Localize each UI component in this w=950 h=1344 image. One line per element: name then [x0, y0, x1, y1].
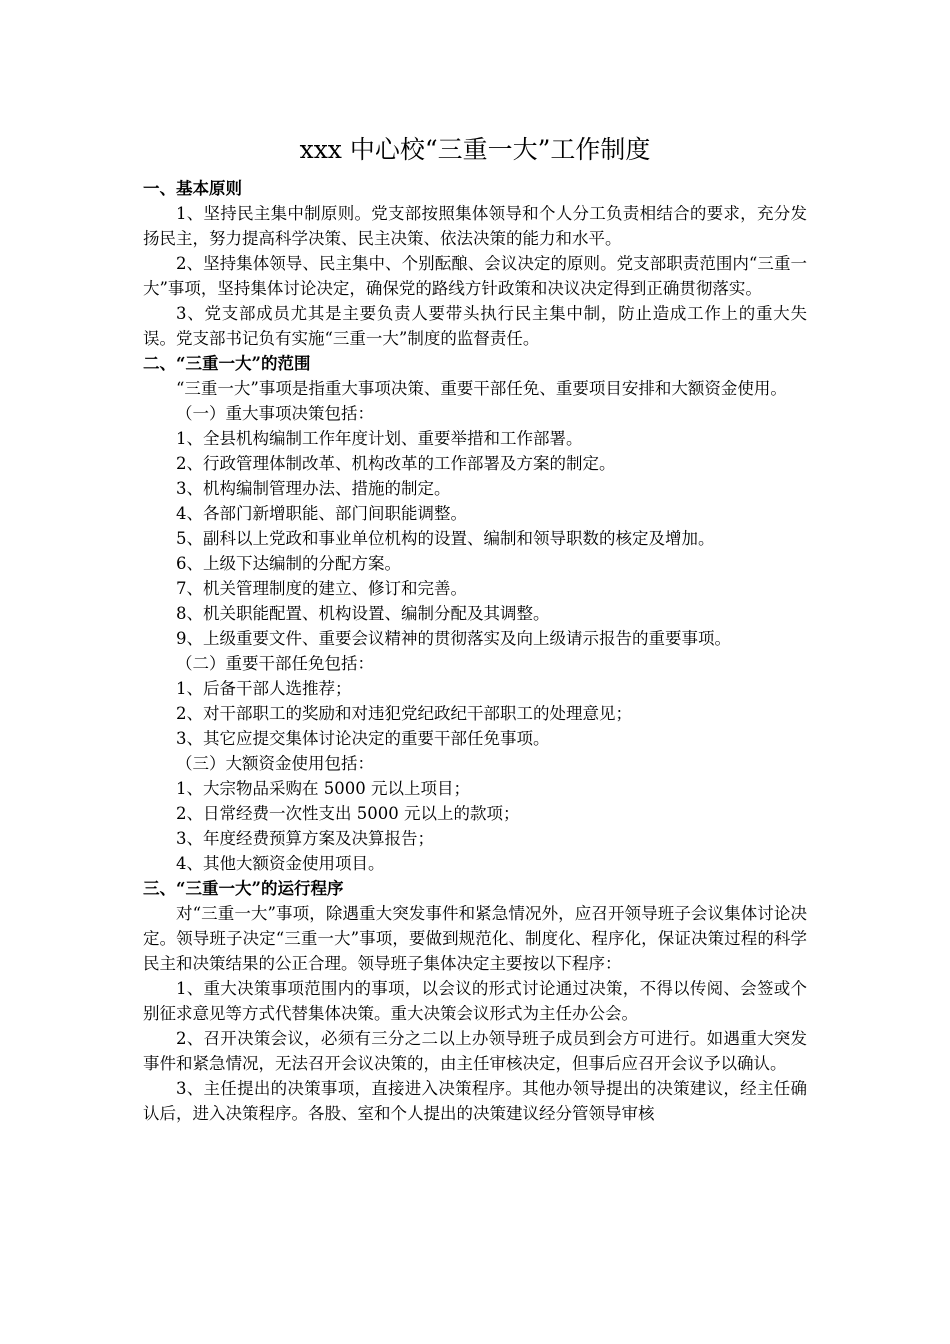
- document-body: [143, 128, 807, 1126]
- paragraph: 1、坚持民主集中制原则。党支部按照集体领导和个人分工负责相结合的要求，充分发扬民主，努力提高科学决策、民主决策、依法决策的能力和水平。: [143, 204, 807, 248]
- subsection-title: （一）重大事项决策包括：: [176, 404, 374, 423]
- list-item: 7、机关管理制度的建立、修订和完善。: [176, 579, 467, 598]
- list-item: 1、全县机构编制工作年度计划、重要举措和工作部署。: [176, 429, 583, 448]
- list-item: 3、机构编制管理办法、措施的制定。: [176, 479, 451, 498]
- paragraph: 对“三重一大”事项，除遇重大突发事件和紧急情况外，应召开领导班子会议集体讨论决定。领导班子决定“三重一大”事项，要做到规范化、制度化、程序化，保证决策过程的科学民主和决策结果的公正合理。领导班子集体决定主要按以下程序：: [143, 904, 807, 973]
- list-item: 9、上级重要文件、重要会议精神的贯彻落实及向上级请示报告的重要事项。: [176, 629, 731, 648]
- list-item: 6、上级下达编制的分配方案。: [176, 554, 401, 573]
- paragraph: 2、召开决策会议，必须有三分之二以上办领导班子成员到会方可进行。如遇重大突发事件和紧急情况，无法召开会议决策的，由主任审核决定，但事后应召开会议予以确认。: [143, 1029, 807, 1073]
- list-item: 5、副科以上党政和事业单位机构的设置、编制和领导职数的核定及增加。: [176, 529, 715, 548]
- list-item: 2、日常经费一次性支出 5000 元以上的款项；: [176, 804, 520, 823]
- list-item: 2、行政管理体制改革、机构改革的工作部署及方案的制定。: [176, 454, 616, 473]
- paragraph: 1、重大决策事项范围内的事项，以会议的形式讨论通过决策，不得以传阅、会签或个别征求意见等方式代替集体决策。重大决策会议形式为主任办公会。: [143, 979, 807, 1023]
- paragraph: 2、坚持集体领导、民主集中、个别酝酿、会议决定的原则。党支部职责范围内“三重一大”事项，坚持集体讨论决定，确保党的路线方针政策和决议决定得到正确贯彻落实。: [143, 254, 807, 298]
- section-heading: 三、“三重一大”的运行程序: [143, 879, 344, 898]
- list-item: 1、大宗物品采购在 5000 元以上项目；: [176, 779, 470, 798]
- paragraph: “三重一大”事项是指重大事项决策、重要干部任免、重要项目安排和大额资金使用。: [176, 379, 787, 398]
- subsection-title: （二）重要干部任免包括：: [176, 654, 374, 673]
- list-item: 2、对干部职工的奖励和对违犯党纪政纪干部职工的处理意见；: [176, 704, 632, 723]
- section-heading: 一、基本原则: [143, 179, 242, 198]
- list-item: 8、机关职能配置、机构设置、编制分配及其调整。: [176, 604, 550, 623]
- paragraph: 3、主任提出的决策事项，直接进入决策程序。其他办领导提出的决策建议，经主任确认后，进入决策程序。各股、室和个人提出的决策建议经分管领导审核: [143, 1079, 807, 1123]
- list-item: 4、各部门新增职能、部门间职能调整。: [176, 504, 467, 523]
- list-item: 1、后备干部人选推荐；: [176, 679, 352, 698]
- section-basic-principles: [143, 176, 807, 351]
- subsection-title: （三）大额资金使用包括：: [176, 754, 374, 773]
- list-item: 3、年度经费预算方案及决算报告；: [176, 829, 434, 848]
- document-title: xxx 中心校“三重一大”工作制度: [299, 135, 651, 164]
- paragraph: 3、党支部成员尤其是主要负责人要带头执行民主集中制，防止造成工作上的重大失误。党支部书记负有实施“三重一大”制度的监督责任。: [143, 304, 807, 348]
- list-item: 3、其它应提交集体讨论决定的重要干部任免事项。: [176, 729, 550, 748]
- section-procedure: [143, 876, 807, 1126]
- section-heading: 二、“三重一大”的范围: [143, 354, 311, 373]
- list-item: 4、其他大额资金使用项目。: [176, 854, 385, 873]
- section-scope: [143, 351, 807, 876]
